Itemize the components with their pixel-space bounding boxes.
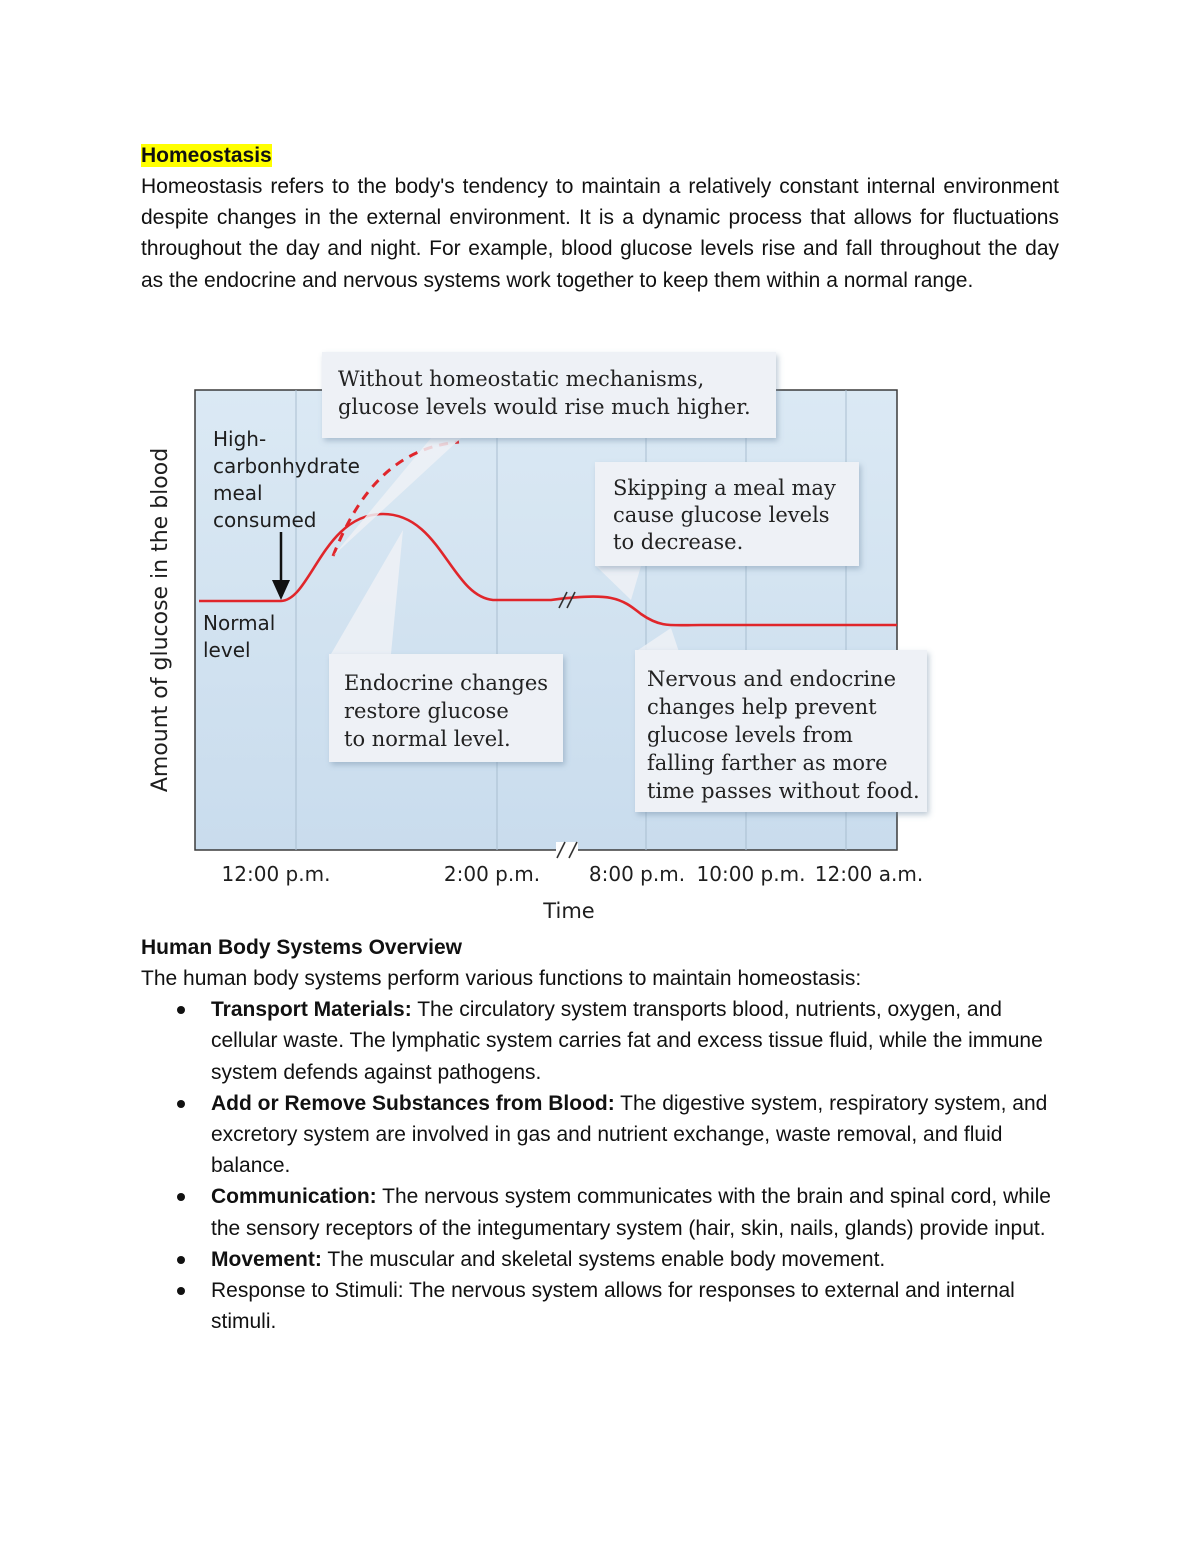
list-item: Communication: The nervous system communicates with the brain and spinal cord, while the sensory receptors of the integumentary system (hair, skin, nails, glands) provide input. [141, 1181, 1059, 1243]
bullet-icon [177, 1193, 185, 1201]
x-tick-8pm: 8:00 p.m. [588, 862, 686, 886]
svg-text:Nervous and endocrine: Nervous and endocrine changes help prevent glucose levels from falling farther as more time passes without food. [647, 667, 920, 803]
svg-text:Endocrine changes rest: Endocrine changes restore glucose to normal level. [344, 671, 549, 751]
normal-level-label: Normal level [203, 611, 276, 662]
list-item: Transport Materials: The circulatory system transports blood, nutrients, oxygen, and cellular waste. The lymphatic system carries fat and excess tissue fluid, while the immune system defends against pathogens. [141, 994, 1059, 1088]
bullet-icon [177, 1256, 185, 1264]
list-item: Response to Stimuli: The nervous system allows for responses to external and internal stimuli. [141, 1275, 1059, 1337]
y-axis-label: Amount of glucose in the blood [148, 447, 173, 793]
list-item: Add or Remove Substances from Blood: The digestive system, respiratory system, and excretory system are involved in gas and nutrient exchange, waste removal, and fluid balance. [141, 1088, 1059, 1182]
bullet-icon [177, 1100, 185, 1108]
body-systems-intro: The human body systems perform various functions to maintain homeostasis: [141, 967, 862, 990]
callout-nervous-endocrine [635, 628, 927, 812]
bullet-icon [177, 1287, 185, 1295]
meal-label: High- carbonhydrate meal consumed [213, 427, 360, 532]
x-tick-12am: 12:00 a.m. [814, 862, 924, 886]
body-systems-list [141, 994, 1059, 1337]
x-tick-2pm: 2:00 p.m. [443, 862, 541, 886]
x-tick-10pm: 10:00 p.m. [696, 862, 806, 886]
highlighted-title: Homeostasis [141, 144, 272, 167]
list-item: Movement: The muscular and skeletal systems enable body movement. [141, 1244, 1059, 1275]
section-title-body-systems: Human Body Systems Overview [141, 936, 462, 959]
svg-text:Skipping a meal may ca: Skipping a meal may cause glucose levels to decrease. [613, 476, 836, 554]
body-systems-section [141, 932, 1059, 1337]
svg-text:Without homeostatic mechanisms: Without homeostatic mechanisms, glucose levels would rise much higher. [338, 367, 751, 419]
break-mark-axis [556, 842, 578, 858]
x-tick-12pm: 12:00 p.m. [221, 862, 331, 886]
section-title-homeostasis [141, 140, 1059, 171]
homeostasis-section [141, 140, 1059, 296]
bullet-icon [177, 1006, 185, 1014]
x-axis-label: Time [543, 899, 595, 923]
homeostasis-paragraph: Homeostasis refers to the body's tendency to maintain a relatively constant internal environment despite changes in the external environment. It is a dynamic process that allows for fluctuations throughout the day and night. For example, blood glucose levels rise and fall throughout the day as the endocrine and nervous systems work together to keep them within a normal range. [141, 175, 1059, 292]
glucose-homeostasis-figure [141, 338, 941, 928]
